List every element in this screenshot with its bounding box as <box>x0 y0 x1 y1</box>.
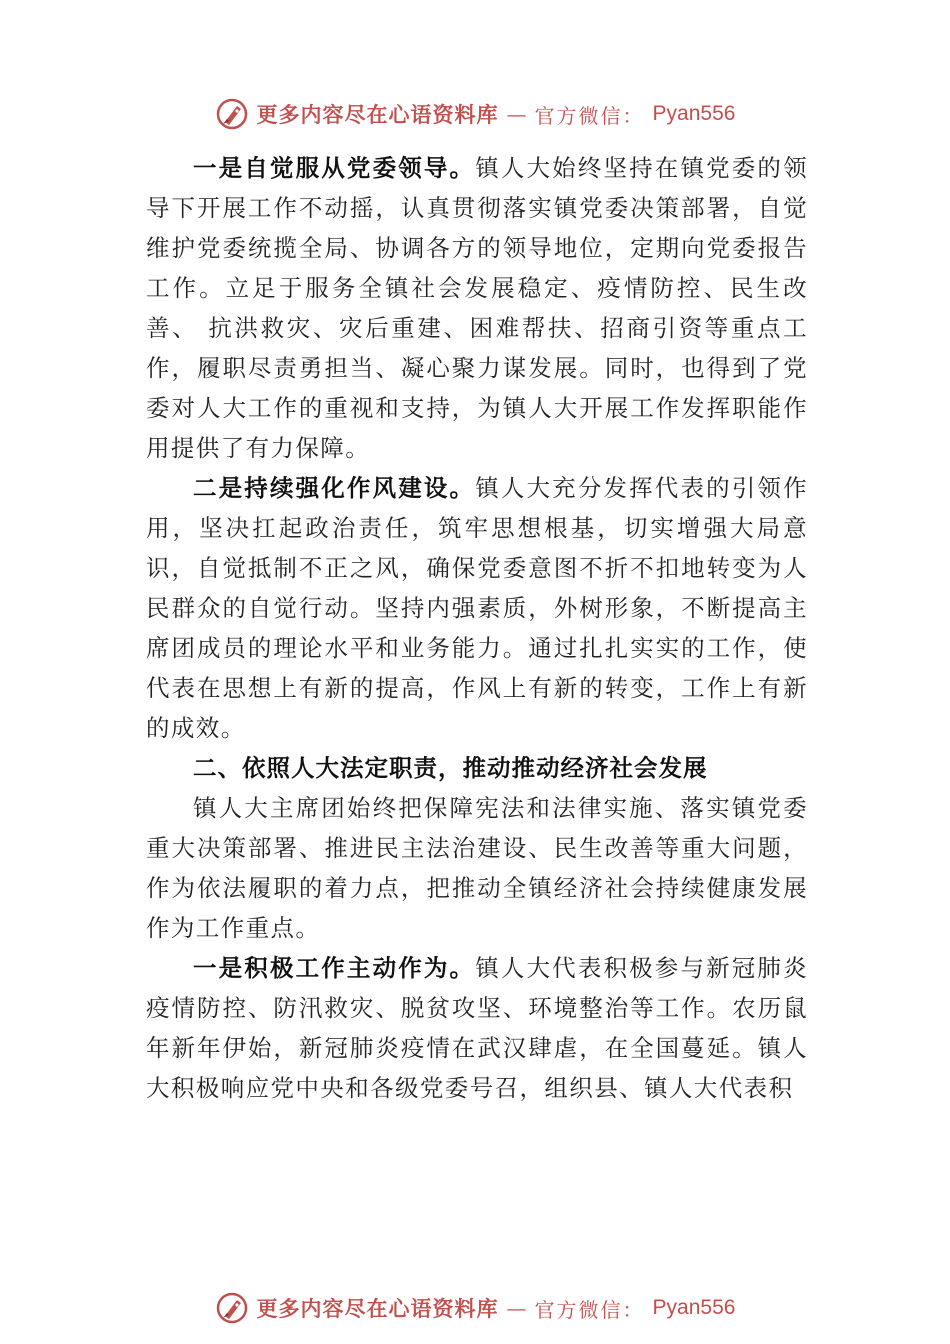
section-heading: 二、依照人大法定职责，推动推动经济社会发展 <box>193 754 708 782</box>
footer-wechat-id: Pyan556 <box>652 1296 736 1319</box>
footer-wechat-label: 官方微信： <box>534 1297 645 1322</box>
paragraph-lead: 二是持续强化作风建设。 <box>193 474 476 502</box>
paragraph-active-work <box>146 948 808 1108</box>
paragraph-text: 镇人大始终坚持在镇党委的领导下开展工作不动摇，认真贯彻落实镇党委决策部署，自觉维护党委统揽全局、协调各方的领导地位，定期向党委报告工作。立足于服务全镇社会发展稳定、疫情防控、民生改善、 抗洪救灾、灾后重建、困难帮扶、招商引资等重点工作，履职尽责勇担当、凝心聚力谋发展。同时，也得到了党委对人大工作的重视和支持，为镇人大开展工作发挥职能作用提供了有力保障。 <box>146 154 808 462</box>
header-brand-text: 更多内容尽在心语资料库 <box>256 102 499 127</box>
paragraph-text: 镇人大充分发挥代表的引领作用，坚决扛起政治责任，筑牢思想根基，切实增强大局意识，自觉抵制不正之风，确保党委意图不折不扣地转变为人民群众的自觉行动。坚持内强素质，外树形象，不断提高主席团成员的理论水平和业务能力。通过扎扎实实的工作，使代表在思想上有新的提高，作风上有新的转变，工作上有新的成效。 <box>146 474 808 742</box>
footer-watermark-banner <box>0 1288 950 1328</box>
header-wechat-id: Pyan556 <box>652 102 736 125</box>
paragraph-party-leadership <box>146 148 808 468</box>
footer-separator: — <box>506 1296 527 1320</box>
paragraph-lead: 一是自觉服从党委领导。 <box>193 154 476 182</box>
paragraph-text: 镇人大代表积极参与新冠肺炎疫情防控、防汛救灾、脱贫攻坚、环境整治等工作。农历鼠年新年伊始，新冠肺炎疫情在武汉肆虐，在全国蔓延。镇人大积极响应党中央和各级党委号召，组织县、镇人大代表积 <box>146 954 808 1102</box>
document-body <box>146 148 808 1108</box>
paragraph-lead: 一是积极工作主动作为。 <box>193 954 476 982</box>
header-separator: — <box>506 102 527 126</box>
paragraph-work-style <box>146 468 808 748</box>
header-watermark-banner <box>0 94 950 134</box>
pen-nib-circle-icon <box>215 97 249 131</box>
pen-nib-circle-icon <box>215 1291 249 1325</box>
paragraph-text: 镇人大主席团始终把保障宪法和法律实施、落实镇党委重大决策部署、推进民主法治建设、民生改善等重大问题， 作为依法履职的着力点，把推动全镇经济社会持续健康发展作为工作重点。 <box>146 794 808 942</box>
paragraph-legal-duties <box>146 788 808 948</box>
header-wechat-label: 官方微信： <box>534 103 645 128</box>
footer-brand-text: 更多内容尽在心语资料库 <box>256 1296 499 1321</box>
